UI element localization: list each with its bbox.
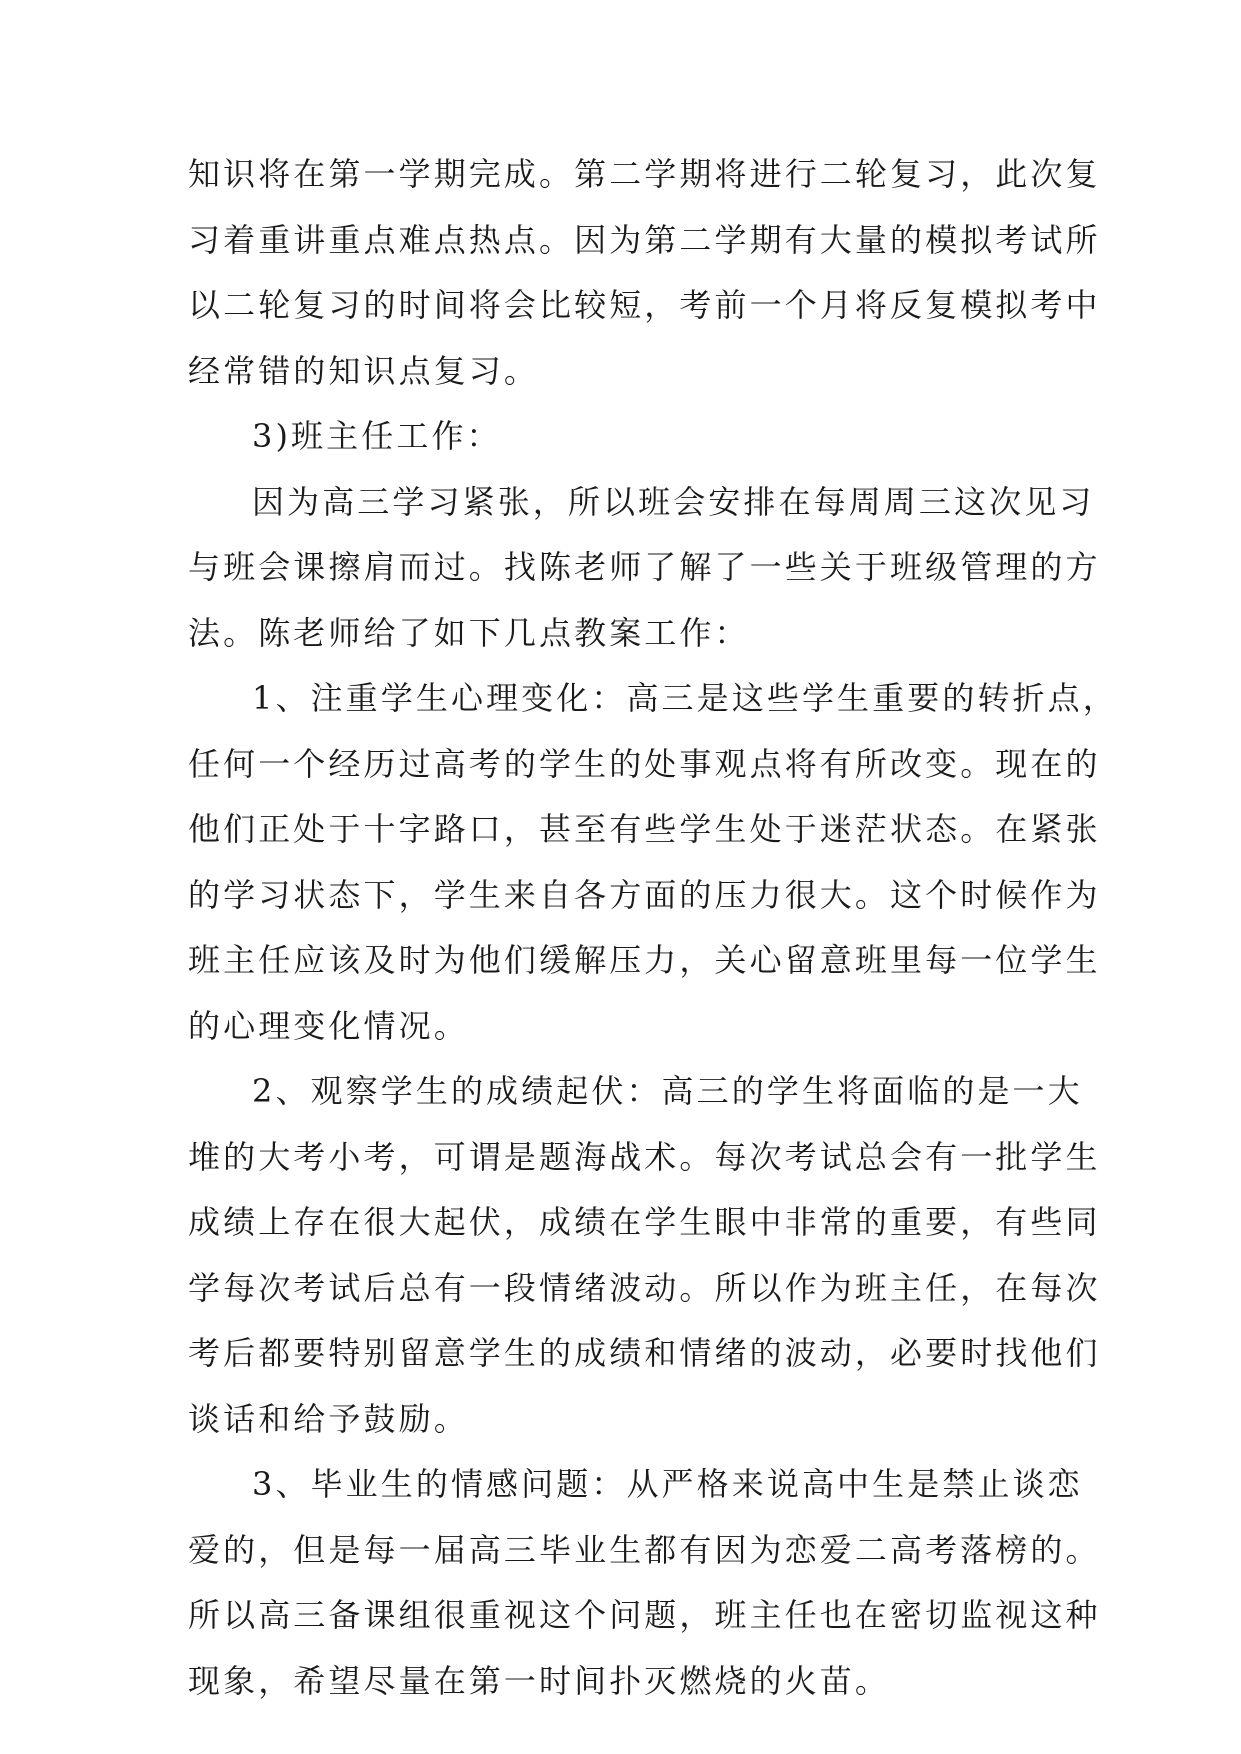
text-line: 他们正处于十字路口，甚至有些学生处于迷茫状态。在紧张 <box>188 810 1101 848</box>
text-line: 谈话和给予鼓励。 <box>188 1399 469 1438</box>
text-line: 知识将在第一学期完成。第二学期将进行二轮复习，此次复 <box>188 155 1101 193</box>
list-item-3-start: 3、毕业生的情感问题：从严格来说高中生是禁止谈恋 <box>252 1465 1083 1503</box>
text-line: 以二轮复习的时间将会比较短，考前一个月将反复模拟考中 <box>188 286 1101 324</box>
text-line: 堆的大考小考，可谓是题海战术。每次考试总会有一批学生 <box>188 1137 1101 1176</box>
text-line: 现象，希望尽量在第一时间扑灭燃烧的火苗。 <box>188 1661 891 1700</box>
text-line: 的心理变化情况。 <box>188 1006 469 1045</box>
text-line: 法。陈老师给了如下几点教案工作： <box>188 613 750 652</box>
text-line: 考后都要特别留意学生的成绩和情绪的波动，必要时找他们 <box>188 1334 1101 1372</box>
text-line: 与班会课擦肩而过。找陈老师了解了一些关于班级管理的方 <box>188 548 1101 586</box>
text-line: 所以高三备课组很重视这个问题，班主任也在密切监视这种 <box>188 1596 1101 1634</box>
text-line: 经常错的知识点复习。 <box>188 351 540 390</box>
text-line: 成绩上存在很大起伏，成绩在学生眼中非常的重要，有些同 <box>188 1203 1101 1241</box>
document-body <box>188 142 1118 1714</box>
text-line: 爱的，但是每一届高三毕业生都有因为恋爱二高考落榜的。 <box>188 1530 1101 1569</box>
text-line: 习着重讲重点难点热点。因为第二学期有大量的模拟考试所 <box>188 220 1101 259</box>
text-line: 的学习状态下，学生来自各方面的压力很大。这个时候作为 <box>188 875 1101 914</box>
text-line: 班主任应该及时为他们缓解压力，关心留意班里每一位学生 <box>188 941 1101 979</box>
list-item-1-start: 1、注重学生心理变化：高三是这些学生重要的转折点， <box>252 679 1118 717</box>
list-item-2-start: 2、观察学生的成绩起伏：高三的学生将面临的是一大 <box>252 1072 1083 1110</box>
text-line: 学每次考试后总有一段情绪波动。所以作为班主任，在每次 <box>188 1268 1101 1307</box>
text-line: 因为高三学习紧张，所以班会安排在每周周三这次见习 <box>252 482 1095 521</box>
section-heading: 3)班主任工作： <box>252 417 502 455</box>
text-line: 任何一个经历过高考的学生的处事观点将有所改变。现在的 <box>188 744 1101 783</box>
